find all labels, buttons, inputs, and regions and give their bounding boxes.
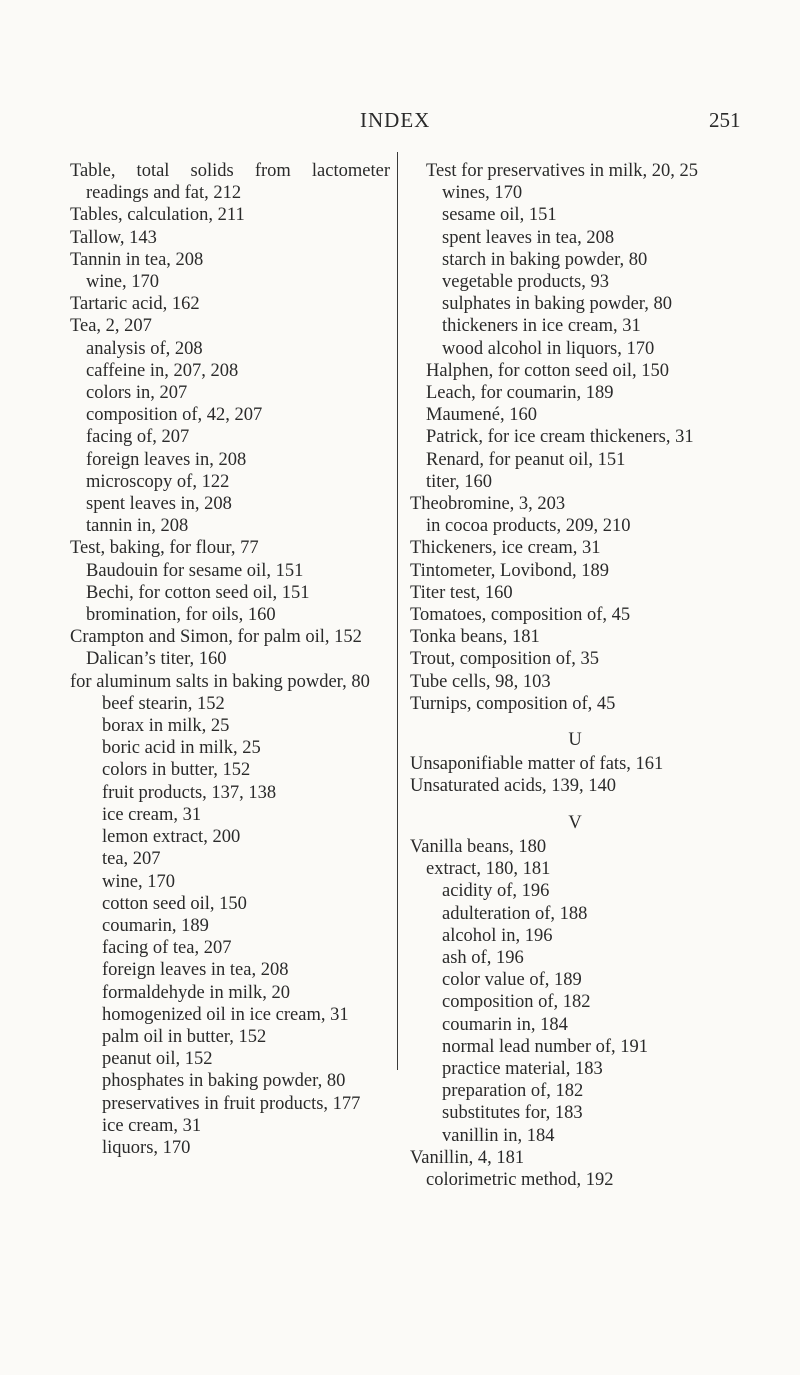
index-entry: Unsaponifiable matter of fats, 161 [410, 754, 664, 775]
index-entry: normal lead number of, 191 [442, 1036, 649, 1057]
index-entry: wine, 170 [102, 871, 175, 892]
index-entry: colorimetric method, 192 [426, 1169, 614, 1190]
index-entry: beef stearin, 152 [102, 693, 225, 714]
index-entry: coumarin in, 184 [442, 1014, 568, 1035]
index-entry: ash of, 196 [442, 947, 524, 968]
index-entry: Tea, 2, 207 [70, 316, 152, 337]
index-entry: practice material, 183 [442, 1058, 603, 1079]
page-number: 251 [709, 108, 741, 132]
index-entry: preservatives in fruit products, 177 [102, 1093, 361, 1114]
index-entry: Table, total solids from lactometer readings and fat, 212 [70, 161, 390, 204]
index-entry: Tonka beans, 181 [410, 627, 540, 648]
index-entry: for aluminum salts in baking powder, 80 [70, 671, 370, 692]
index-entry: composition of, 182 [442, 992, 591, 1013]
index-entry: foreign leaves in tea, 208 [102, 960, 289, 981]
index-entry: starch in baking powder, 80 [442, 249, 648, 270]
index-column-right [410, 160, 740, 1191]
index-entry: ice cream, 31 [102, 1115, 202, 1136]
index-entry: composition of, 42, 207 [86, 405, 263, 426]
index-entry: phosphates in baking powder, 80 [102, 1071, 346, 1092]
index-entry: acidity of, 196 [442, 881, 550, 902]
index-entry: formaldehyde in milk, 20 [102, 982, 291, 1003]
index-entry: cotton seed oil, 150 [102, 893, 247, 914]
section-letter: U [568, 730, 582, 751]
index-entry: Dalican’s titer, 160 [86, 649, 227, 670]
index-entry: Leach, for coumarin, 189 [426, 383, 614, 404]
index-entry: peanut oil, 152 [102, 1049, 213, 1070]
page-header [0, 108, 800, 138]
index-entry: adulteration of, 188 [442, 903, 588, 924]
index-entry: Tomatoes, composition of, 45 [410, 605, 631, 626]
index-entry: wines, 170 [442, 183, 523, 204]
index-entry: microscopy of, 122 [86, 471, 230, 492]
index-entry: preparation of, 182 [442, 1081, 584, 1102]
index-entry: Bechi, for cotton seed oil, 151 [86, 582, 310, 603]
index-entry: foreign leaves in, 208 [86, 449, 247, 470]
column-divider [397, 152, 398, 1070]
index-entry: Tintometer, Lovibond, 189 [410, 560, 609, 581]
index-entry: Theobromine, 3, 203 [410, 494, 566, 515]
index-entry: Baudouin for sesame oil, 151 [86, 560, 304, 581]
index-entry: caffeine in, 207, 208 [86, 360, 239, 381]
index-entry: titer, 160 [426, 471, 493, 492]
index-entry: tea, 207 [102, 849, 161, 870]
index-entry: Tallow, 143 [70, 227, 157, 248]
index-entry: Vanilla beans, 180 [410, 836, 547, 857]
index-entry: bromination, for oils, 160 [86, 605, 276, 626]
index-entry: liquors, 170 [102, 1137, 191, 1158]
index-entry: Vanillin, 4, 181 [410, 1147, 525, 1168]
index-entry: Patrick, for ice cream thickeners, 31 [426, 427, 694, 448]
index-entry: thickeners in ice cream, 31 [442, 316, 641, 337]
index-entry: Tube cells, 98, 103 [410, 671, 551, 692]
index-entry: homogenized oil in ice cream, 31 [102, 1004, 349, 1025]
index-entry: sesame oil, 151 [442, 205, 557, 226]
index-entry: lemon extract, 200 [102, 827, 241, 848]
index-entry: coumarin, 189 [102, 915, 209, 936]
index-entry: Crampton and Simon, for palm oil, 152 [70, 627, 362, 648]
index-entry: Halphen, for cotton seed oil, 150 [426, 360, 670, 381]
index-entry: Unsaturated acids, 139, 140 [410, 776, 617, 797]
index-entry: fruit products, 137, 138 [102, 782, 277, 803]
index-entry: Thickeners, ice cream, 31 [410, 538, 601, 559]
index-entry: spent leaves in tea, 208 [442, 227, 615, 248]
index-entry: ice cream, 31 [102, 804, 202, 825]
index-entry: boric acid in milk, 25 [102, 738, 261, 759]
section-letter: V [568, 812, 582, 833]
index-entry: Maumené, 160 [426, 405, 537, 426]
index-entry: in cocoa products, 209, 210 [426, 516, 631, 537]
index-entry: palm oil in butter, 152 [102, 1026, 267, 1047]
index-entry: substitutes for, 183 [442, 1103, 583, 1124]
index-entry: extract, 180, 181 [426, 859, 551, 880]
index-entry: alcohol in, 196 [442, 925, 553, 946]
index-entry: tannin in, 208 [86, 516, 189, 537]
index-entry: Titer test, 160 [410, 582, 513, 603]
index-entry: Renard, for peanut oil, 151 [426, 449, 626, 470]
index-entry: color value of, 189 [442, 970, 582, 991]
index-entry: borax in milk, 25 [102, 716, 230, 737]
index-entry: colors in, 207 [86, 383, 188, 404]
index-entry: vegetable products, 93 [442, 272, 609, 293]
index-entry: sulphates in baking powder, 80 [442, 294, 672, 315]
index-entry: Test for preservatives in milk, 20, 25 [426, 161, 699, 181]
index-entry: Tannin in tea, 208 [70, 249, 204, 270]
index-entry: facing of, 207 [86, 427, 190, 448]
index-entry: spent leaves in, 208 [86, 494, 232, 515]
index-entry: vanillin in, 184 [442, 1125, 555, 1146]
index-entry: Test, baking, for flour, 77 [70, 538, 259, 559]
index-entry: Turnips, composition of, 45 [410, 693, 616, 714]
index-entry: wood alcohol in liquors, 170 [442, 338, 655, 359]
index-entry: Tables, calculation, 211 [70, 205, 245, 226]
index-entry: Tartaric acid, 162 [70, 294, 200, 315]
index-entry: analysis of, 208 [86, 338, 203, 359]
index-entry: Trout, composition of, 35 [410, 649, 599, 670]
running-title: INDEX [360, 108, 431, 132]
index-entry: facing of tea, 207 [102, 938, 232, 959]
index-column-left [70, 160, 390, 1159]
index-entry: wine, 170 [86, 272, 159, 293]
index-entry: colors in butter, 152 [102, 760, 251, 781]
